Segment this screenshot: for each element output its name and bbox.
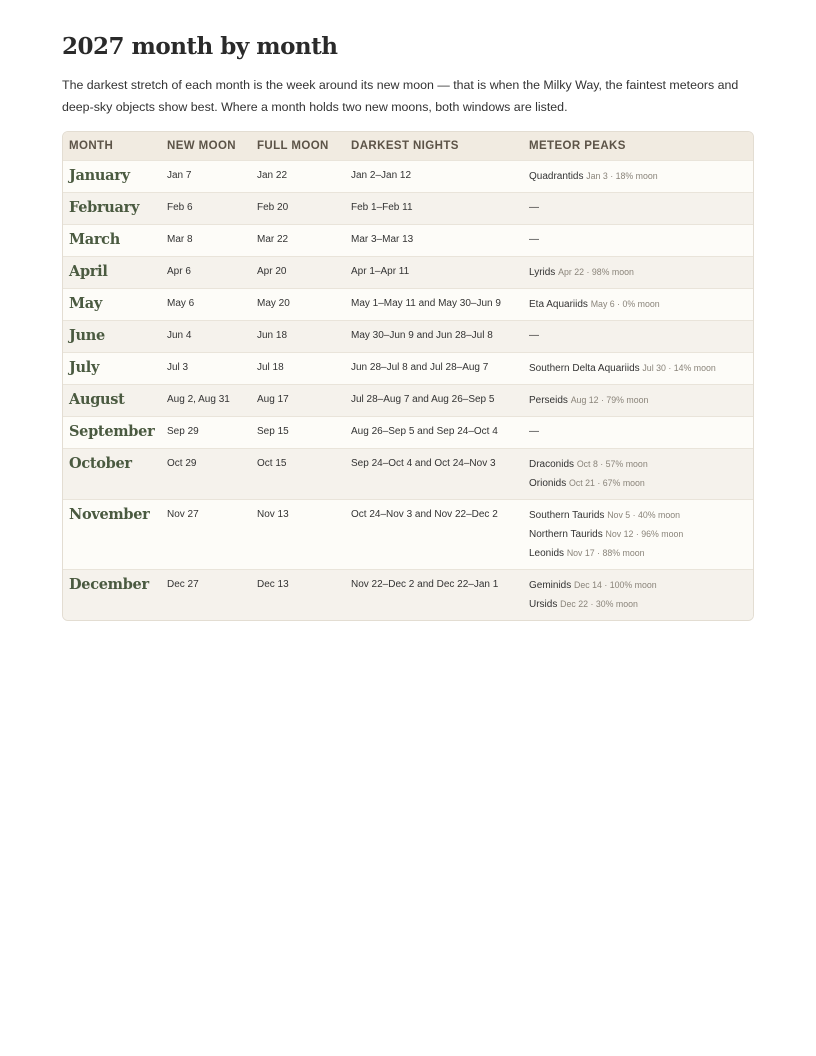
meteor-peak bbox=[529, 544, 747, 563]
month-name: April bbox=[63, 257, 161, 289]
full-moon-cell: Feb 20 bbox=[251, 193, 345, 225]
meteor-shower-name: Geminids bbox=[529, 580, 572, 591]
meteor-shower-name: Leonids bbox=[529, 548, 565, 559]
full-moon-cell: Jul 18 bbox=[251, 353, 345, 385]
meteor-peak bbox=[529, 391, 747, 410]
month-name: August bbox=[63, 385, 161, 417]
meteor-shower-name: Southern Taurids bbox=[529, 510, 605, 521]
meteor-peak-details: Oct 8 · 57% moon bbox=[576, 459, 648, 469]
month-name: May bbox=[63, 289, 161, 321]
meteor-shower-name: Southern Delta Aquariids bbox=[529, 363, 640, 374]
new-moon-cell: Jul 3 bbox=[161, 353, 251, 385]
darkest-nights-cell: May 30–Jun 9 and Jun 28–Jul 8 bbox=[345, 321, 523, 353]
new-moon-cell: Oct 29 bbox=[161, 449, 251, 500]
month-name: June bbox=[63, 321, 161, 353]
full-moon-cell: Sep 15 bbox=[251, 417, 345, 449]
full-moon-cell: Nov 13 bbox=[251, 500, 345, 570]
table-row bbox=[63, 417, 753, 449]
table-header-row bbox=[63, 132, 753, 161]
table-row bbox=[63, 289, 753, 321]
darkest-nights-cell: Oct 24–Nov 3 and Nov 22–Dec 2 bbox=[345, 500, 523, 570]
table-row bbox=[63, 500, 753, 570]
new-moon-cell: Jun 4 bbox=[161, 321, 251, 353]
meteor-peak bbox=[529, 506, 747, 525]
meteor-shower-name: Lyrids bbox=[529, 267, 556, 278]
meteor-peaks-cell bbox=[523, 500, 753, 570]
column-header-meteor-peaks: METEOR PEAKS bbox=[523, 132, 753, 161]
full-moon-cell: Dec 13 bbox=[251, 570, 345, 621]
intro-paragraph: The darkest stretch of each month is the week around its new moon — that is when the Milky Way, the faintest meteors and deep-sky objects show best. Where a month holds two new moons, both windows are listed. bbox=[62, 78, 739, 114]
meteor-peak-details: Oct 21 · 67% moon bbox=[569, 478, 645, 488]
month-table bbox=[63, 132, 753, 620]
no-peak-dash: — bbox=[529, 234, 539, 245]
meteor-shower-name: Orionids bbox=[529, 478, 567, 489]
darkest-nights-cell: Aug 26–Sep 5 and Sep 24–Oct 4 bbox=[345, 417, 523, 449]
darkest-nights-cell: Jan 2–Jan 12 bbox=[345, 161, 523, 193]
new-moon-cell: Dec 27 bbox=[161, 570, 251, 621]
table-row bbox=[63, 449, 753, 500]
table-row bbox=[63, 161, 753, 193]
meteor-peaks-cell bbox=[523, 385, 753, 417]
column-header-new-moon: NEW MOON bbox=[161, 132, 251, 161]
full-moon-cell: Jun 18 bbox=[251, 321, 345, 353]
new-moon-cell: Aug 2, Aug 31 bbox=[161, 385, 251, 417]
month-name: December bbox=[63, 570, 161, 621]
meteor-shower-name: Perseids bbox=[529, 395, 568, 406]
meteor-peaks-cell bbox=[523, 570, 753, 621]
month-table-container bbox=[62, 131, 754, 621]
month-name: July bbox=[63, 353, 161, 385]
month-name: February bbox=[63, 193, 161, 225]
month-name: October bbox=[63, 449, 161, 500]
darkest-nights-cell: May 1–May 11 and May 30–Jun 9 bbox=[345, 289, 523, 321]
full-moon-cell: Aug 17 bbox=[251, 385, 345, 417]
darkest-nights-cell: Mar 3–Mar 13 bbox=[345, 225, 523, 257]
full-moon-cell: May 20 bbox=[251, 289, 345, 321]
table-row bbox=[63, 257, 753, 289]
full-moon-cell: Jan 22 bbox=[251, 161, 345, 193]
meteor-peaks-cell bbox=[523, 193, 753, 225]
table-row bbox=[63, 193, 753, 225]
new-moon-cell: Mar 8 bbox=[161, 225, 251, 257]
no-peak-dash: — bbox=[529, 202, 539, 213]
table-row bbox=[63, 570, 753, 621]
month-name: September bbox=[63, 417, 161, 449]
meteor-peak bbox=[529, 576, 747, 595]
meteor-peaks-cell bbox=[523, 225, 753, 257]
meteor-peak bbox=[529, 295, 747, 314]
meteor-peak bbox=[529, 167, 747, 186]
column-header-month: MONTH bbox=[63, 132, 161, 161]
darkest-nights-cell: Sep 24–Oct 4 and Oct 24–Nov 3 bbox=[345, 449, 523, 500]
new-moon-cell: Jan 7 bbox=[161, 161, 251, 193]
meteor-peak bbox=[529, 359, 747, 378]
page-title: 2027 month by month bbox=[62, 33, 338, 60]
full-moon-cell: Mar 22 bbox=[251, 225, 345, 257]
meteor-peak bbox=[529, 595, 747, 614]
table-row bbox=[63, 353, 753, 385]
meteor-peak-details: Nov 12 · 96% moon bbox=[605, 529, 684, 539]
darkest-nights-cell: Feb 1–Feb 11 bbox=[345, 193, 523, 225]
meteor-peak-details: Jan 3 · 18% moon bbox=[586, 171, 658, 181]
full-moon-cell: Oct 15 bbox=[251, 449, 345, 500]
meteor-peaks-cell bbox=[523, 353, 753, 385]
meteor-peak-details: Dec 14 · 100% moon bbox=[574, 580, 657, 590]
meteor-peak-details: Apr 22 · 98% moon bbox=[558, 267, 634, 277]
meteor-peak bbox=[529, 263, 747, 282]
month-name: November bbox=[63, 500, 161, 570]
full-moon-cell: Apr 20 bbox=[251, 257, 345, 289]
new-moon-cell: Feb 6 bbox=[161, 193, 251, 225]
meteor-peak-details: Dec 22 · 30% moon bbox=[560, 599, 638, 609]
meteor-peak-details: Nov 17 · 88% moon bbox=[566, 548, 645, 558]
no-peak-dash: — bbox=[529, 426, 539, 437]
darkest-nights-cell: Nov 22–Dec 2 and Dec 22–Jan 1 bbox=[345, 570, 523, 621]
meteor-shower-name: Ursids bbox=[529, 599, 558, 610]
darkest-nights-cell: Jun 28–Jul 8 and Jul 28–Aug 7 bbox=[345, 353, 523, 385]
new-moon-cell: Nov 27 bbox=[161, 500, 251, 570]
new-moon-cell: Apr 6 bbox=[161, 257, 251, 289]
meteor-peak-details: Jul 30 · 14% moon bbox=[642, 363, 716, 373]
meteor-peaks-cell bbox=[523, 289, 753, 321]
meteor-shower-name: Northern Taurids bbox=[529, 529, 603, 540]
meteor-peak-details: Nov 5 · 40% moon bbox=[607, 510, 681, 520]
column-header-darkest-nights: DARKEST NIGHTS bbox=[345, 132, 523, 161]
page bbox=[62, 30, 754, 621]
darkest-nights-cell: Jul 28–Aug 7 and Aug 26–Sep 5 bbox=[345, 385, 523, 417]
meteor-peak bbox=[529, 455, 747, 474]
no-peak-dash: — bbox=[529, 330, 539, 341]
meteor-shower-name: Quadrantids bbox=[529, 171, 584, 182]
table-row bbox=[63, 385, 753, 417]
meteor-peaks-cell bbox=[523, 257, 753, 289]
meteor-peaks-cell bbox=[523, 321, 753, 353]
meteor-shower-name: Draconids bbox=[529, 459, 575, 470]
table-row bbox=[63, 321, 753, 353]
meteor-peak-details: Aug 12 · 79% moon bbox=[570, 395, 649, 405]
meteor-peak bbox=[529, 474, 747, 493]
meteor-peak bbox=[529, 525, 747, 544]
month-name: March bbox=[63, 225, 161, 257]
new-moon-cell: May 6 bbox=[161, 289, 251, 321]
meteor-peaks-cell bbox=[523, 161, 753, 193]
meteor-peaks-cell bbox=[523, 417, 753, 449]
table-body bbox=[63, 161, 753, 621]
meteor-peak-details: May 6 · 0% moon bbox=[590, 299, 660, 309]
new-moon-cell: Sep 29 bbox=[161, 417, 251, 449]
column-header-full-moon: FULL MOON bbox=[251, 132, 345, 161]
month-name: January bbox=[63, 161, 161, 193]
darkest-nights-cell: Apr 1–Apr 11 bbox=[345, 257, 523, 289]
table-row bbox=[63, 225, 753, 257]
meteor-shower-name: Eta Aquariids bbox=[529, 299, 588, 310]
meteor-peaks-cell bbox=[523, 449, 753, 500]
